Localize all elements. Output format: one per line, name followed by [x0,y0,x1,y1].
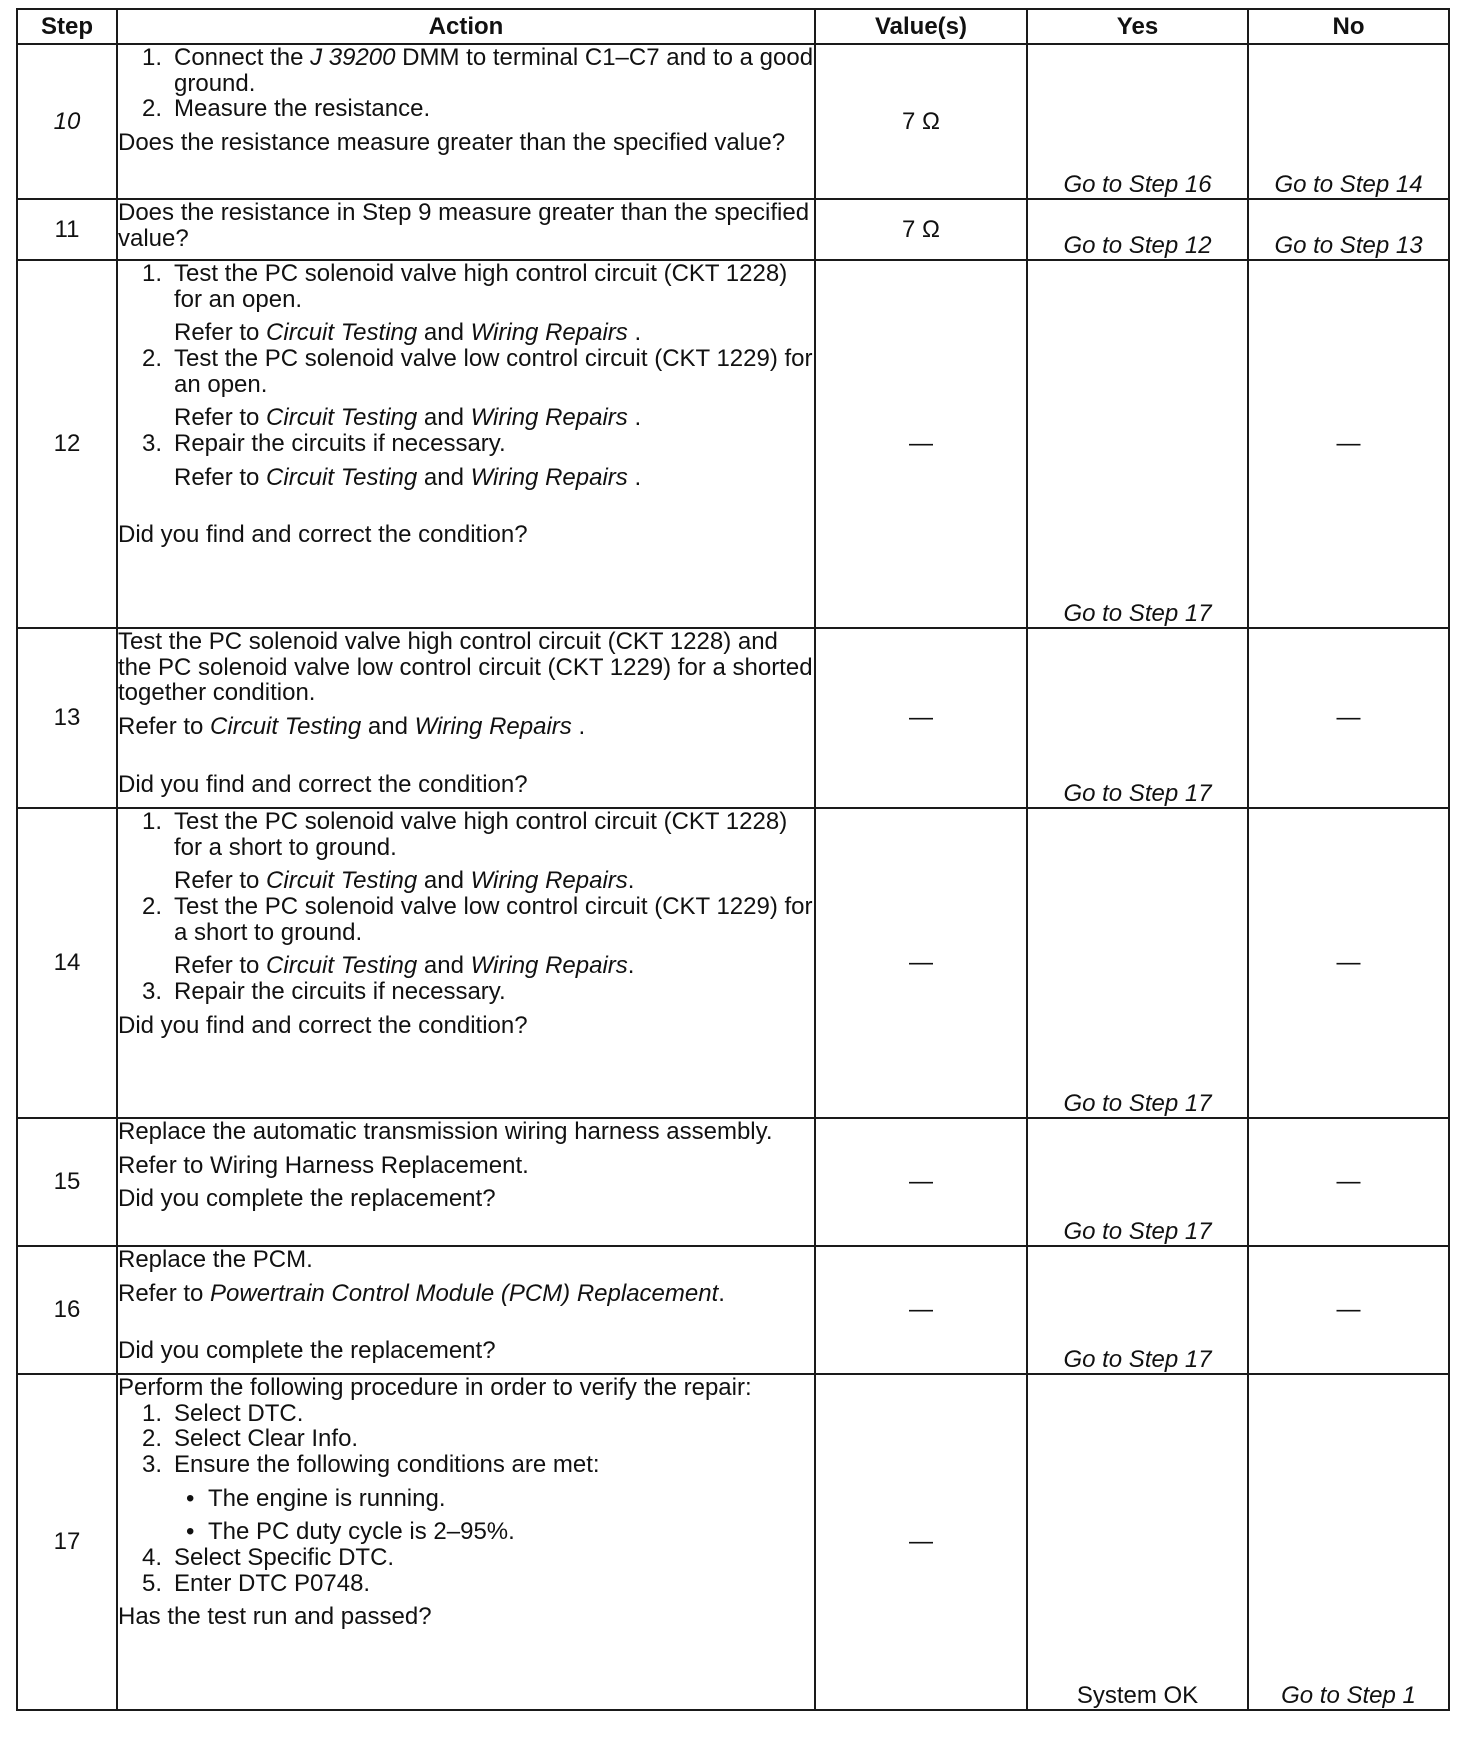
action-cell [117,1118,815,1246]
list-item: 1. Test the PC solenoid valve high control circuit (CKT 1228) for an open. [142,260,788,313]
no-cell: — [1248,1118,1449,1246]
header-values: Value(s) [815,9,1027,44]
reference-text: Refer to Circuit Testing and Wiring Repairs . [174,463,642,491]
question-text: Did you complete the replacement? [118,1337,496,1365]
yes-cell: Go to Step 12 [1027,199,1248,260]
step-number: 15 [17,1118,117,1246]
question-text: Has the test run and passed? [118,1603,432,1631]
no-cell: Go to Step 14 [1248,44,1449,199]
header-row [17,9,1449,44]
header-yes: Yes [1027,9,1248,44]
question-text: Did you find and correct the condition? [118,521,528,549]
no-cell: — [1248,1246,1449,1374]
reference-text: Refer to Circuit Testing and Wiring Repairs . [174,404,642,432]
table-row [17,808,1449,1118]
list-item: 2. Select Clear Info. [142,1425,359,1453]
no-cell: — [1248,628,1449,808]
list-item: 1. Connect the J 39200 DMM to terminal C1–C7 and to a good ground. [142,44,814,97]
header-step: Step [17,9,117,44]
diagnostic-table [16,8,1450,1711]
yes-cell: Go to Step 17 [1027,1118,1248,1246]
instruction-text: Replace the automatic transmission wiring harness assembly. [118,1118,773,1145]
yes-cell: Go to Step 17 [1027,260,1248,628]
step-number: 17 [17,1374,117,1710]
list-item: 2. Test the PC solenoid valve low control circuit (CKT 1229) for a short to ground. [142,893,813,946]
action-cell [117,808,815,1118]
list-item: 2. Test the PC solenoid valve low control circuit (CKT 1229) for an open. [142,345,813,398]
value-cell: — [815,1374,1027,1710]
header-no: No [1248,9,1449,44]
question-text: Did you find and correct the condition? [118,1011,528,1039]
list-item: 2. Measure the resistance. [142,95,431,123]
step-number: 12 [17,260,117,628]
value-cell: — [815,1118,1027,1246]
list-item: 5. Enter DTC P0748. [142,1569,371,1597]
reference-text: Refer to Circuit Testing and Wiring Repairs. [174,867,635,895]
reference-text: Refer to Wiring Harness Replacement. [118,1151,529,1179]
value-cell: — [815,808,1027,1118]
reference-text: Refer to Circuit Testing and Wiring Repairs. [174,952,635,980]
reference-text: Refer to Circuit Testing and Wiring Repairs . [174,319,642,347]
list-item: 3. Repair the circuits if necessary. [142,430,506,458]
instruction-text: Replace the PCM. [118,1246,313,1273]
list-item: 4. Select Specific DTC. [142,1544,395,1572]
no-cell: — [1248,808,1449,1118]
yes-cell: Go to Step 17 [1027,628,1248,808]
reference-text: Refer to Circuit Testing and Wiring Repairs . [118,713,586,741]
action-cell [117,260,815,628]
value-cell: — [815,1246,1027,1374]
no-cell: Go to Step 13 [1248,199,1449,260]
bullet-item: • The engine is running. [186,1484,446,1512]
table-row [17,628,1449,808]
action-cell [117,1374,815,1710]
table-row [17,199,1449,260]
question-text: Did you complete the replacement? [118,1185,496,1213]
value-cell: 7 Ω [815,199,1027,260]
header-action: Action [117,9,815,44]
action-cell [117,628,815,808]
step-number: 14 [17,808,117,1118]
step-number: 11 [17,199,117,260]
yes-cell: Go to Step 16 [1027,44,1248,199]
step-number: 10 [17,44,117,199]
step-number: 13 [17,628,117,808]
no-cell: — [1248,260,1449,628]
bullet-item: • The PC duty cycle is 2–95%. [186,1518,515,1546]
list-item: 1. Select DTC. [142,1399,304,1427]
table-row [17,44,1449,199]
value-cell: 7 Ω [815,44,1027,199]
question-text: Did you find and correct the condition? [118,770,528,798]
question-text: Does the resistance in Step 9 measure greater than the specified value? [118,199,810,252]
value-cell: — [815,260,1027,628]
value-cell: — [815,628,1027,808]
no-cell: Go to Step 1 [1248,1374,1449,1710]
action-cell [117,199,815,260]
instruction-text: Test the PC solenoid valve high control circuit (CKT 1228) and the PC solenoid valve low control circuit (CKT 1229) for a shorted together condition. [118,628,813,707]
table-row [17,1246,1449,1374]
action-cell [117,1246,815,1374]
list-item: 3. Ensure the following conditions are met: [142,1451,600,1479]
yes-cell: Go to Step 17 [1027,1246,1248,1374]
yes-cell: System OK [1027,1374,1248,1710]
table-row [17,1118,1449,1246]
action-cell [117,44,815,199]
step-number: 16 [17,1246,117,1374]
table-row [17,260,1449,628]
instruction-text: Perform the following procedure in order to verify the repair: [118,1374,752,1401]
list-item: 1. Test the PC solenoid valve high control circuit (CKT 1228) for a short to ground. [142,808,788,861]
list-item: 3. Repair the circuits if necessary. [142,978,506,1006]
question-text: Does the resistance measure greater than the specified value? [118,129,786,157]
yes-cell: Go to Step 17 [1027,808,1248,1118]
reference-text: Refer to Powertrain Control Module (PCM) Replacement. [118,1279,725,1307]
table-row [17,1374,1449,1710]
